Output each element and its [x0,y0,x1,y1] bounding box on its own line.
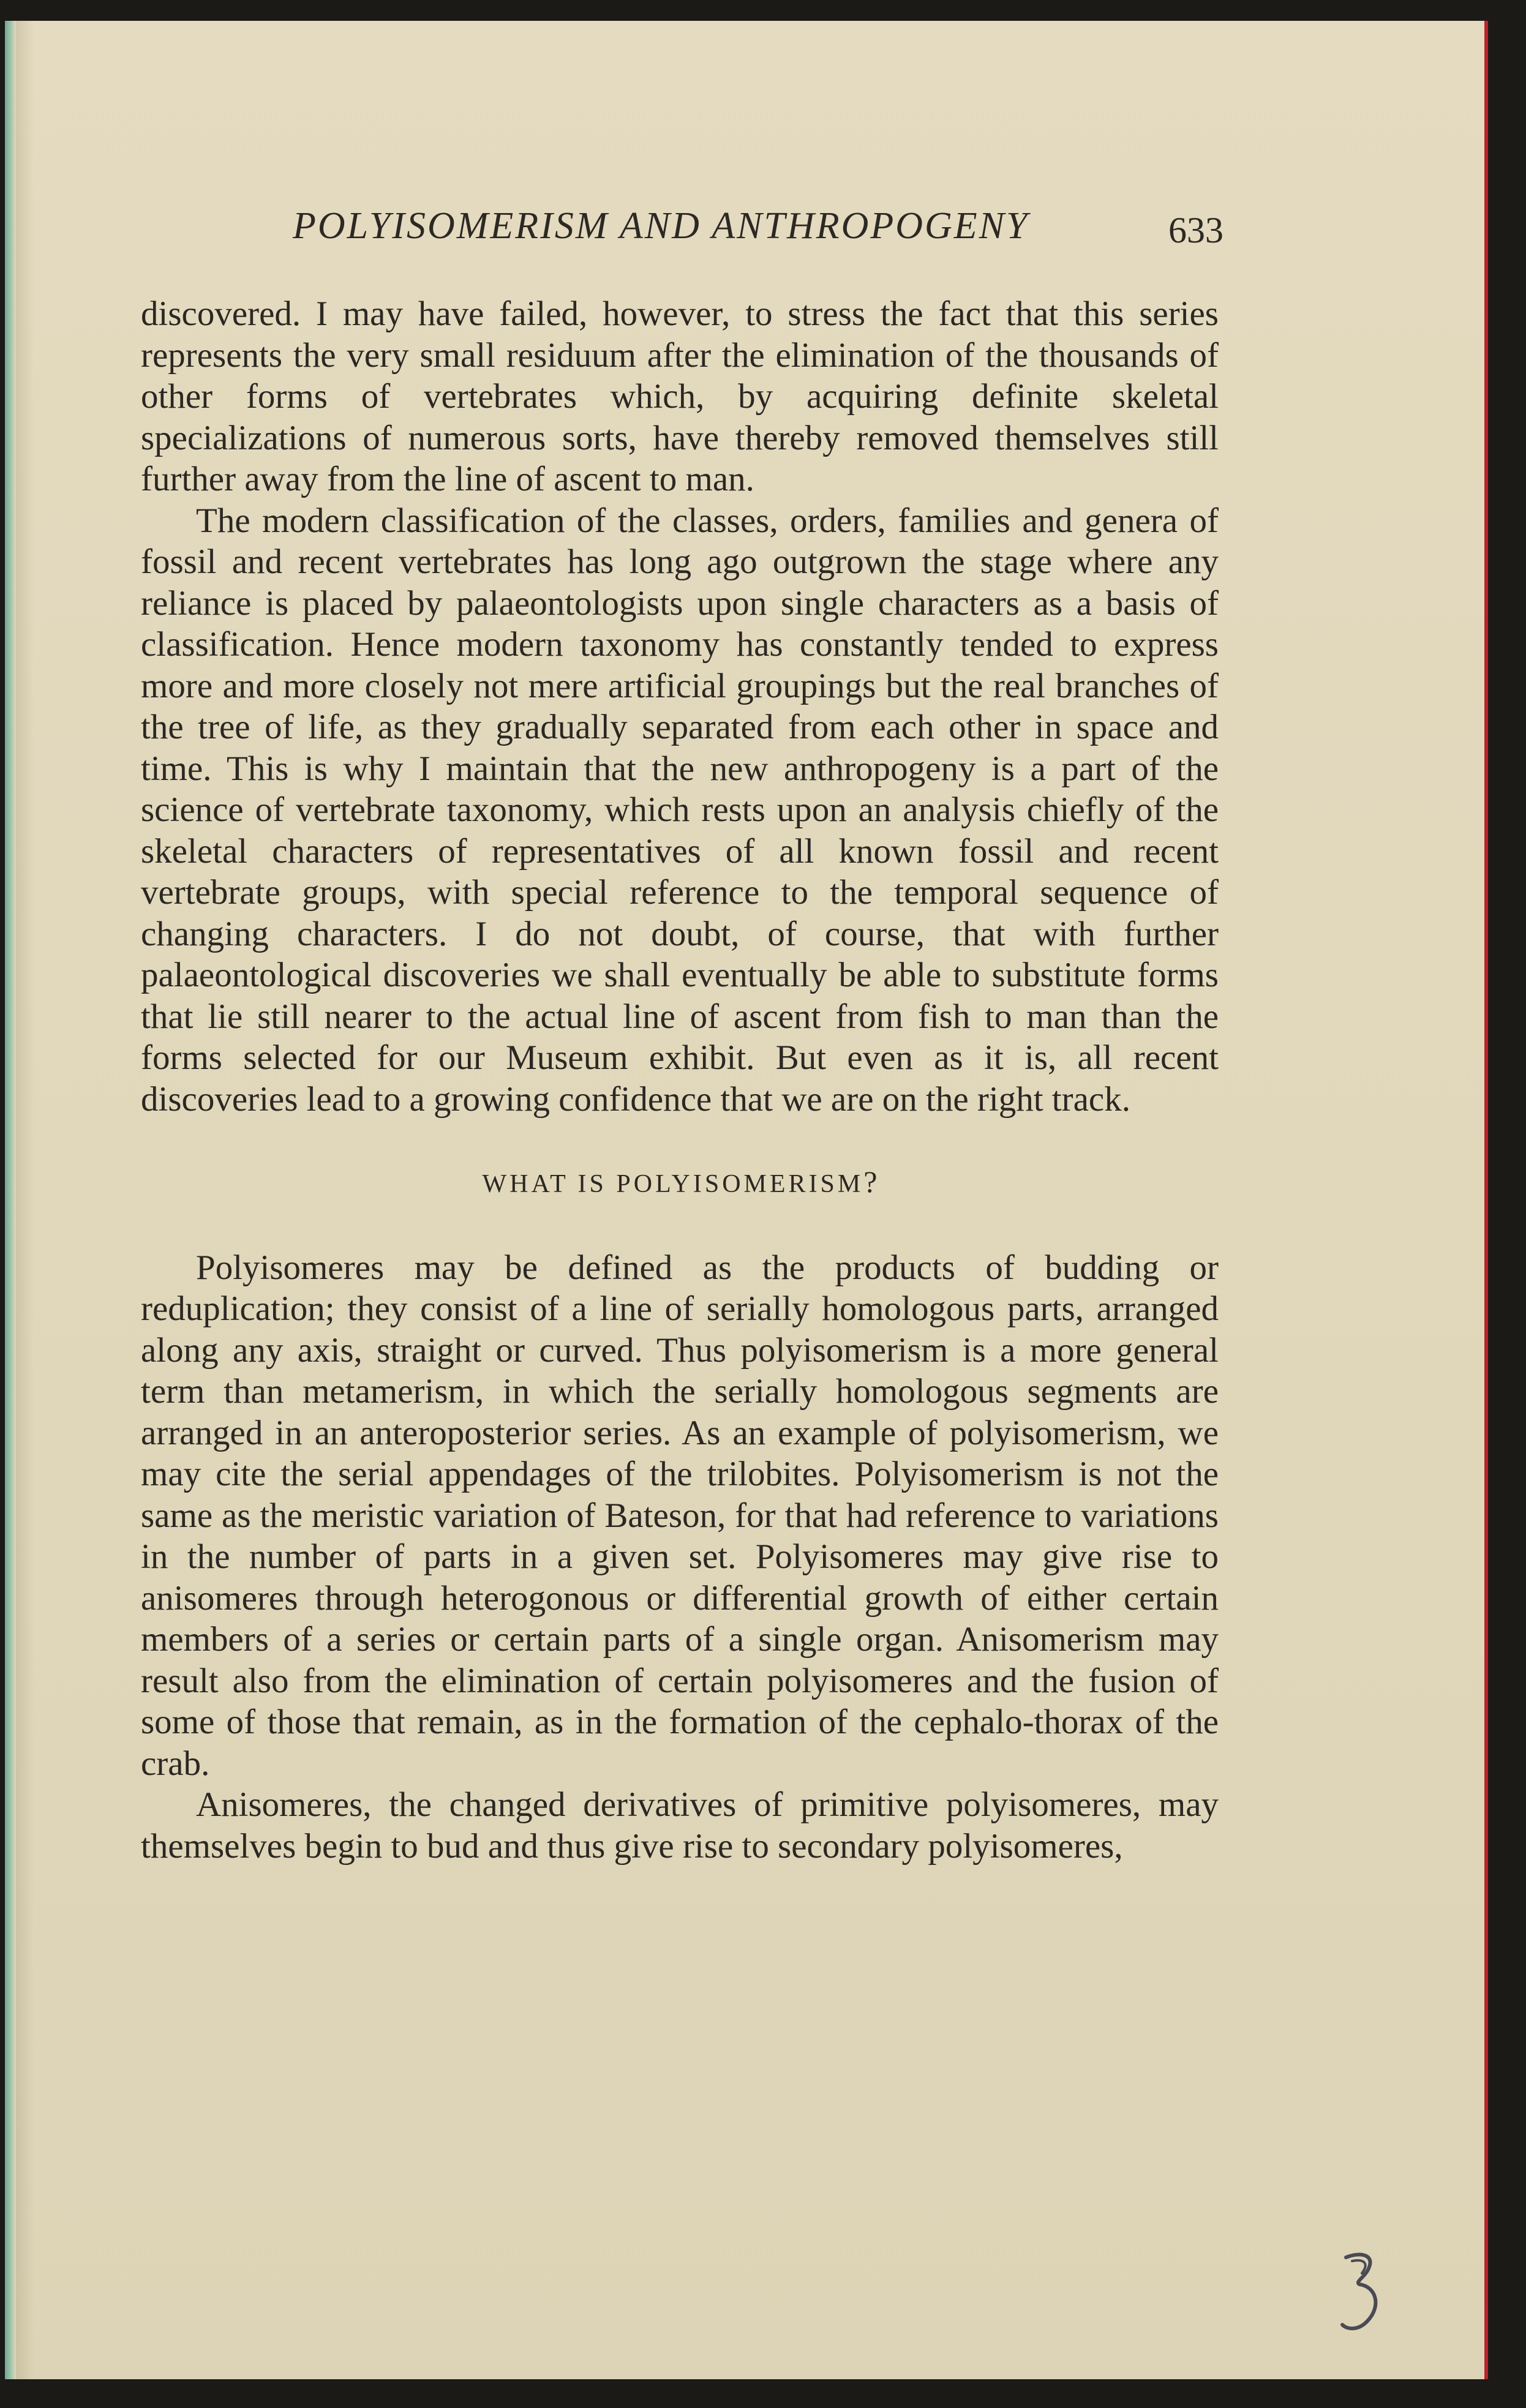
gutter-shadow [16,21,34,2379]
paragraph-classification: The modern classification of the classes, orders, families and genera of fossil and recent vertebrates has long ago outgrown the stage where any reliance is placed by palaeontologists upon single characters as a basis of classification. Hence modern taxonomy has constantly tended to express more and more closely not mere artificial groupings but the real branches of the tree of life, as they gradually separated from each other in space and time. This is why I maintain that the new anthropogeny is a part of the science of vertebrate taxonomy, which rests upon an analysis chiefly of the skeletal characters of representatives of all known fossil and recent vertebrate groups, with special reference to the temporal sequence of changing characters. I do not doubt, of course, that with further palaeontological discoveries we shall eventually be able to substitute forms that lie still nearer to the actual line of ascent from fish to man than the forms selected for our Museum exhibit. But even as it is, all recent discoveries lead to a growing confidence that we are on the right track. [141,501,1219,1119]
paragraph-continued: discovered. I may have failed, however, to stress the fact that this series represents the very small residuum after the elimination of the thousands of other forms of vertebrates which, by acquiring definite skeletal specializations of numerous sorts, have thereby removed themselves still further away from the line of ascent to man. [141,294,1219,498]
section-heading-text: WHAT IS POLYISOMERISM [482,1170,864,1198]
body-text [141,293,1219,1867]
handwritten-folio-mark [1334,2246,1389,2338]
page-number: 633 [1168,210,1223,250]
running-head: POLYISOMERISM AND ANTHROPOGENY [293,205,1029,247]
book-page [5,21,1488,2379]
page-left-edge [5,21,16,2379]
paragraph-polyisomeres: Polyisomeres may be defined as the products of budding or reduplication; they consist of a line of serially homologous parts, arranged along any axis, straight or curved. Thus polyisomerism is a more general term than metamerism, in which the serially homologous segments are arranged in an anteroposterior series. As an example of polyisomerism, we may cite the serial appendages of the trilobites. Polyisomerism is not the same as the meristic variation of Bateson, for that had reference to variations in the number of parts in a given set. Polyisomeres may give rise to anisomeres through heterogonous or differential growth of either certain members of a series or certain parts of a single organ. Anisomerism may result also from the elimination of certain polyisomeres and the fusion of some of those that remain, as in the formation of the cephalo-thorax of the crab. [141,1248,1219,1783]
section-heading [141,1161,1219,1206]
paragraph-anisomeres: Anisomeres, the changed derivatives of primitive polyisomeres, may themselves begin to bud and thus give rise to secondary polyisomeres, [141,1785,1219,1866]
section-heading-punctuation: ? [863,1165,878,1199]
